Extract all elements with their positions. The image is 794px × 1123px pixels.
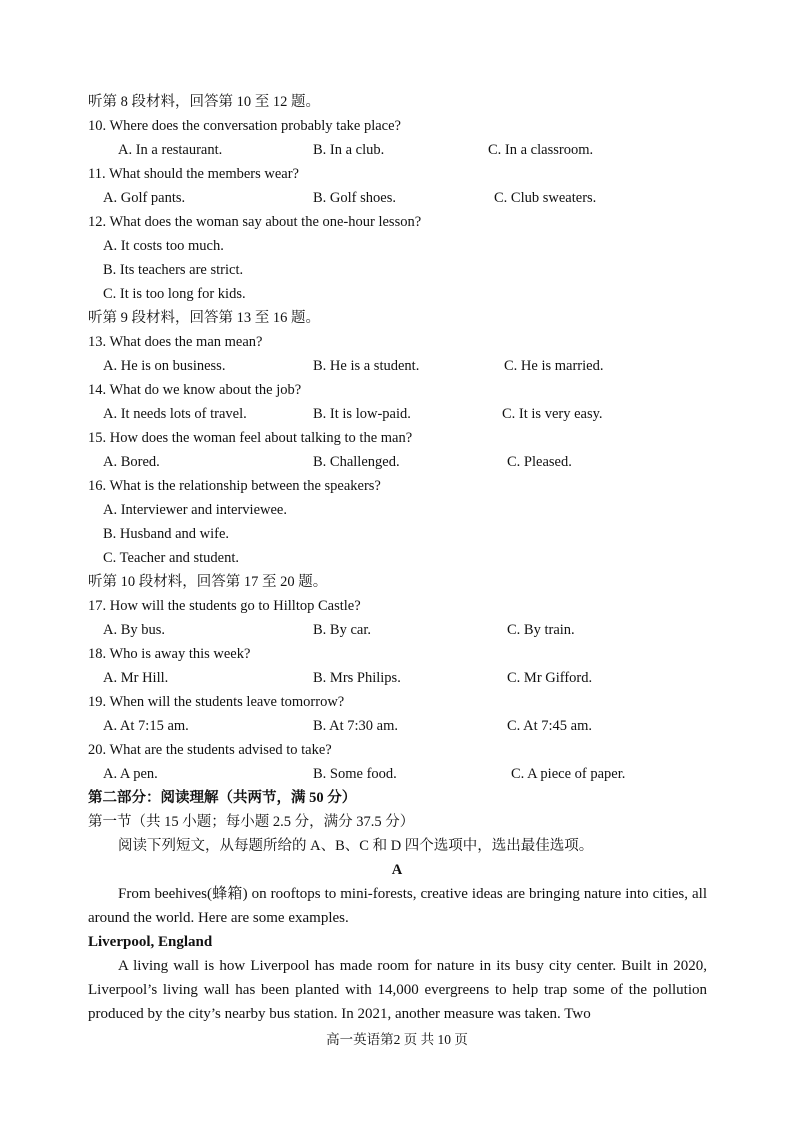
- q20-option-c: C. A piece of paper.: [511, 766, 626, 782]
- q10-option-b: B. In a club.: [313, 142, 385, 158]
- q12-option-b: B. Its teachers are strict.: [103, 262, 244, 278]
- question-10: 10. Where does the conversation probably take place?: [88, 118, 401, 134]
- section-header-8: 听第 8 段材料，回答第 10 至 12 题。: [88, 94, 320, 110]
- question-19: 19. When will the students leave tomorrow?: [88, 694, 345, 710]
- q17-option-a: A. By bus.: [103, 622, 166, 638]
- question-15: 15. How does the woman feel about talking to the man?: [88, 430, 413, 446]
- q11-option-a: A. Golf pants.: [103, 190, 186, 206]
- q19-option-b: B. At 7:30 am.: [313, 718, 398, 734]
- q14-option-c: C. It is very easy.: [502, 406, 603, 422]
- intro-paragraph: From beehives(蜂箱) on rooftops to mini-forests, creative ideas are bringing nature into cities, all around the world. Here are some examples.: [88, 886, 707, 926]
- question-16: 16. What is the relationship between the speakers?: [88, 478, 381, 494]
- q12-option-c: C. It is too long for kids.: [103, 286, 246, 302]
- q11-option-c: C. Club sweaters.: [494, 190, 597, 206]
- q13-option-c: C. He is married.: [504, 358, 604, 374]
- q16-option-b: B. Husband and wife.: [103, 526, 230, 542]
- q16-option-c: C. Teacher and student.: [103, 550, 240, 566]
- q10-option-a: A. In a restaurant.: [118, 142, 223, 158]
- q20-option-b: B. Some food.: [313, 766, 397, 782]
- section-header-10: 听第 10 段材料，回答第 17 至 20 题。: [88, 574, 328, 590]
- part2-title: 第二部分：阅读理解（共两节，满 50 分）: [88, 790, 357, 806]
- q17-option-b: B. By car.: [313, 622, 371, 638]
- passage-label: A: [391, 862, 403, 878]
- q18-option-b: B. Mrs Philips.: [313, 670, 401, 686]
- section-header-9: 听第 9 段材料，回答第 13 至 16 题。: [88, 310, 320, 326]
- q17-option-c: C. By train.: [507, 622, 575, 638]
- page-footer: 高一英语第2 页 共 10 页: [326, 1032, 468, 1047]
- q19-option-c: C. At 7:45 am.: [507, 718, 592, 734]
- section1-title: 第一节（共 15 小题；每小题 2.5 分，满分 37.5 分）: [88, 814, 415, 830]
- q10-option-c: C. In a classroom.: [488, 142, 594, 158]
- q18-option-c: C. Mr Gifford.: [507, 670, 593, 686]
- q11-option-b: B. Golf shoes.: [313, 190, 396, 206]
- q18-option-a: A. Mr Hill.: [103, 670, 169, 686]
- body-paragraph: A living wall is how Liverpool has made room for nature in its busy city center. Built in 2020, Liverpool’s living wall has been planted with 14,000 evergreens to help trap some of the pollution produced by the city’s nearby bus station. In 2021, another measure was taken. Two: [88, 958, 707, 1022]
- question-13: 13. What does the man mean?: [88, 334, 263, 350]
- question-17: 17. How will the students go to Hilltop Castle?: [88, 598, 361, 614]
- q13-option-b: B. He is a student.: [313, 358, 420, 374]
- q14-option-b: B. It is low-paid.: [313, 406, 411, 422]
- q12-option-a: A. It costs too much.: [103, 238, 224, 254]
- q16-option-a: A. Interviewer and interviewee.: [103, 502, 287, 518]
- q19-option-a: A. At 7:15 am.: [103, 718, 189, 734]
- q13-option-a: A. He is on business.: [103, 358, 226, 374]
- subheading: Liverpool, England: [88, 934, 213, 950]
- q15-option-a: A. Bored.: [103, 454, 160, 470]
- question-20: 20. What are the students advised to take?: [88, 742, 332, 758]
- q15-option-b: B. Challenged.: [313, 454, 400, 470]
- question-12: 12. What does the woman say about the one-hour lesson?: [88, 214, 422, 230]
- question-14: 14. What do we know about the job?: [88, 382, 302, 398]
- question-11: 11. What should the members wear?: [88, 166, 299, 182]
- q15-option-c: C. Pleased.: [507, 454, 572, 470]
- q14-option-a: A. It needs lots of travel.: [103, 406, 247, 422]
- q20-option-a: A. A pen.: [103, 766, 158, 782]
- question-18: 18. Who is away this week?: [88, 646, 251, 662]
- instruction: 阅读下列短文，从每题所给的 A、B、C 和 D 四个选项中，选出最佳选项。: [118, 838, 594, 854]
